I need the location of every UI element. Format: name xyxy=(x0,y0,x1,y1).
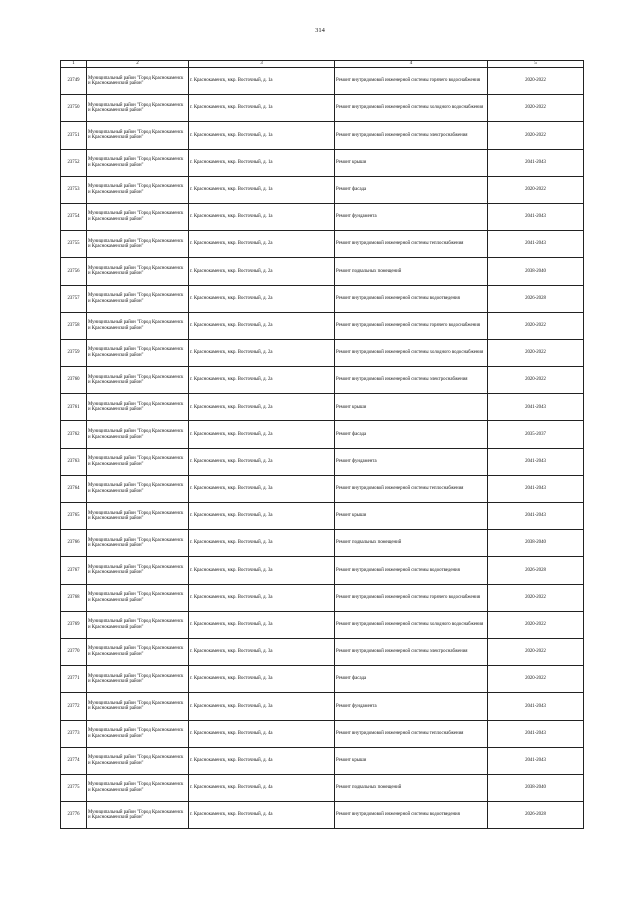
work-type-cell: Ремонт фундамента xyxy=(335,203,488,230)
column-header-4: 4 xyxy=(335,61,488,68)
address-cell: г. Краснокаменск, мкр. Восточный, д. 1а xyxy=(189,68,335,95)
row-number: 23771 xyxy=(61,666,87,693)
period-cell: 2038-2040 xyxy=(488,774,584,801)
row-number: 23753 xyxy=(61,176,87,203)
table-row xyxy=(61,475,584,502)
address-cell: г. Краснокаменск, мкр. Восточный, д. 4а xyxy=(189,720,335,747)
row-number: 23750 xyxy=(61,95,87,122)
table-row xyxy=(61,367,584,394)
row-number: 23765 xyxy=(61,503,87,530)
row-number: 23762 xyxy=(61,421,87,448)
row-number: 23758 xyxy=(61,312,87,339)
period-cell: 2041-2043 xyxy=(488,693,584,720)
table-row xyxy=(61,339,584,366)
table-body xyxy=(61,68,584,829)
work-type-cell: Ремонт фасада xyxy=(335,176,488,203)
column-header-5: 5 xyxy=(488,61,584,68)
address-cell: г. Краснокаменск, мкр. Восточный, д. 2а xyxy=(189,258,335,285)
municipality-cell: Муниципальный район "Город Краснокаменск и Краснокаменский район" xyxy=(87,747,189,774)
work-type-cell: Ремонт подвальных помещений xyxy=(335,258,488,285)
table-row xyxy=(61,394,584,421)
row-number: 23757 xyxy=(61,285,87,312)
row-number: 23766 xyxy=(61,530,87,557)
row-number: 23774 xyxy=(61,747,87,774)
address-cell: г. Краснокаменск, мкр. Восточный, д. 3а xyxy=(189,584,335,611)
municipality-cell: Муниципальный район "Город Краснокаменск и Краснокаменский район" xyxy=(87,666,189,693)
period-cell: 2020-2022 xyxy=(488,584,584,611)
address-cell: г. Краснокаменск, мкр. Восточный, д. 2а xyxy=(189,312,335,339)
municipality-cell: Муниципальный район "Город Краснокаменск и Краснокаменский район" xyxy=(87,611,189,638)
municipality-cell: Муниципальный район "Город Краснокаменск и Краснокаменский район" xyxy=(87,312,189,339)
address-cell: г. Краснокаменск, мкр. Восточный, д. 3а xyxy=(189,666,335,693)
municipality-cell: Муниципальный район "Город Краснокаменск и Краснокаменский район" xyxy=(87,584,189,611)
table-row xyxy=(61,285,584,312)
period-cell: 2020-2022 xyxy=(488,95,584,122)
table-row xyxy=(61,611,584,638)
period-cell: 2041-2043 xyxy=(488,231,584,258)
work-type-cell: Ремонт внутридомовой инженерной системы водоотведения xyxy=(335,802,488,829)
period-cell: 2041-2043 xyxy=(488,747,584,774)
row-number: 23767 xyxy=(61,557,87,584)
row-number: 23768 xyxy=(61,584,87,611)
municipality-cell: Муниципальный район "Город Краснокаменск и Краснокаменский район" xyxy=(87,693,189,720)
column-header-1: 1 xyxy=(61,61,87,68)
table-row xyxy=(61,774,584,801)
address-cell: г. Краснокаменск, мкр. Восточный, д. 4а xyxy=(189,774,335,801)
period-cell: 2041-2043 xyxy=(488,394,584,421)
period-cell: 2041-2043 xyxy=(488,503,584,530)
municipality-cell: Муниципальный район "Город Краснокаменск и Краснокаменский район" xyxy=(87,367,189,394)
column-header-3: 3 xyxy=(189,61,335,68)
address-cell: г. Краснокаменск, мкр. Восточный, д. 3а xyxy=(189,638,335,665)
municipality-cell: Муниципальный район "Город Краснокаменск и Краснокаменский район" xyxy=(87,638,189,665)
table-row xyxy=(61,693,584,720)
work-type-cell: Ремонт внутридомовой инженерной системы холодного водоснабжения xyxy=(335,95,488,122)
work-type-cell: Ремонт внутридомовой инженерной системы холодного водоснабжения xyxy=(335,339,488,366)
row-number: 23755 xyxy=(61,231,87,258)
row-number: 23764 xyxy=(61,475,87,502)
period-cell: 2038-2040 xyxy=(488,530,584,557)
table-row xyxy=(61,95,584,122)
municipality-cell: Муниципальный район "Город Краснокаменск и Краснокаменский район" xyxy=(87,68,189,95)
address-cell: г. Краснокаменск, мкр. Восточный, д. 3а xyxy=(189,503,335,530)
municipality-cell: Муниципальный район "Город Краснокаменск и Краснокаменский район" xyxy=(87,339,189,366)
address-cell: г. Краснокаменск, мкр. Восточный, д. 2а xyxy=(189,231,335,258)
row-number: 23770 xyxy=(61,638,87,665)
table-row xyxy=(61,503,584,530)
row-number: 23760 xyxy=(61,367,87,394)
table-row xyxy=(61,638,584,665)
row-number: 23776 xyxy=(61,802,87,829)
municipality-cell: Муниципальный район "Город Краснокаменск и Краснокаменский район" xyxy=(87,394,189,421)
address-cell: г. Краснокаменск, мкр. Восточный, д. 1а xyxy=(189,95,335,122)
table-row xyxy=(61,312,584,339)
work-type-cell: Ремонт внутридомовой инженерной системы электроснабжения xyxy=(335,367,488,394)
municipality-cell: Муниципальный район "Город Краснокаменск и Краснокаменский район" xyxy=(87,122,189,149)
address-cell: г. Краснокаменск, мкр. Восточный, д. 4а xyxy=(189,747,335,774)
work-type-cell: Ремонт внутридомовой инженерной системы электроснабжения xyxy=(335,122,488,149)
row-number: 23773 xyxy=(61,720,87,747)
table-row xyxy=(61,421,584,448)
work-type-cell: Ремонт фундамента xyxy=(335,448,488,475)
address-cell: г. Краснокаменск, мкр. Восточный, д. 2а xyxy=(189,421,335,448)
work-type-cell: Ремонт фасада xyxy=(335,421,488,448)
work-type-cell: Ремонт внутридомовой инженерной системы теплоснабжения xyxy=(335,475,488,502)
period-cell: 2020-2022 xyxy=(488,122,584,149)
municipality-cell: Муниципальный район "Город Краснокаменск и Краснокаменский район" xyxy=(87,231,189,258)
municipality-cell: Муниципальный район "Город Краснокаменск и Краснокаменский район" xyxy=(87,203,189,230)
period-cell: 2041-2043 xyxy=(488,448,584,475)
period-cell: 2020-2022 xyxy=(488,638,584,665)
table-header xyxy=(61,61,584,68)
address-cell: г. Краснокаменск, мкр. Восточный, д. 2а xyxy=(189,448,335,475)
address-cell: г. Краснокаменск, мкр. Восточный, д. 1а xyxy=(189,176,335,203)
table-row xyxy=(61,666,584,693)
municipality-cell: Муниципальный район "Город Краснокаменск и Краснокаменский район" xyxy=(87,774,189,801)
address-cell: г. Краснокаменск, мкр. Восточный, д. 2а xyxy=(189,285,335,312)
period-cell: 2020-2022 xyxy=(488,312,584,339)
table-row xyxy=(61,448,584,475)
work-type-cell: Ремонт крыши xyxy=(335,394,488,421)
work-type-cell: Ремонт внутридомовой инженерной системы горячего водоснабжения xyxy=(335,584,488,611)
work-type-cell: Ремонт внутридомовой инженерной системы теплоснабжения xyxy=(335,720,488,747)
municipality-cell: Муниципальный район "Город Краснокаменск и Краснокаменский район" xyxy=(87,475,189,502)
column-header-2: 2 xyxy=(87,61,189,68)
work-type-cell: Ремонт крыши xyxy=(335,149,488,176)
row-number: 23761 xyxy=(61,394,87,421)
row-number: 23752 xyxy=(61,149,87,176)
address-cell: г. Краснокаменск, мкр. Восточный, д. 2а xyxy=(189,339,335,366)
period-cell: 2026-2028 xyxy=(488,802,584,829)
work-type-cell: Ремонт подвальных помещений xyxy=(335,530,488,557)
work-type-cell: Ремонт внутридомовой инженерной системы электроснабжения xyxy=(335,638,488,665)
address-cell: г. Краснокаменск, мкр. Восточный, д. 2а xyxy=(189,394,335,421)
table-row xyxy=(61,149,584,176)
period-cell: 2041-2043 xyxy=(488,720,584,747)
period-cell: 2041-2043 xyxy=(488,149,584,176)
table-row xyxy=(61,122,584,149)
work-type-cell: Ремонт внутридомовой инженерной системы горячего водоснабжения xyxy=(335,312,488,339)
work-type-cell: Ремонт внутридомовой инженерной системы горячего водоснабжения xyxy=(335,68,488,95)
row-number: 23749 xyxy=(61,68,87,95)
address-cell: г. Краснокаменск, мкр. Восточный, д. 3а xyxy=(189,611,335,638)
period-cell: 2020-2022 xyxy=(488,611,584,638)
table-row xyxy=(61,258,584,285)
period-cell: 2020-2022 xyxy=(488,666,584,693)
municipality-cell: Муниципальный район "Город Краснокаменск и Краснокаменский район" xyxy=(87,802,189,829)
municipality-cell: Муниципальный район "Город Краснокаменск и Краснокаменский район" xyxy=(87,258,189,285)
table-row xyxy=(61,557,584,584)
period-cell: 2026-2028 xyxy=(488,285,584,312)
period-cell: 2020-2022 xyxy=(488,176,584,203)
work-type-cell: Ремонт крыши xyxy=(335,747,488,774)
municipality-cell: Муниципальный район "Город Краснокаменск и Краснокаменский район" xyxy=(87,503,189,530)
row-number: 23754 xyxy=(61,203,87,230)
address-cell: г. Краснокаменск, мкр. Восточный, д. 3а xyxy=(189,530,335,557)
address-cell: г. Краснокаменск, мкр. Восточный, д. 3а xyxy=(189,475,335,502)
table-row xyxy=(61,802,584,829)
period-cell: 2038-2040 xyxy=(488,258,584,285)
period-cell: 2020-2022 xyxy=(488,367,584,394)
municipality-cell: Муниципальный район "Город Краснокаменск и Краснокаменский район" xyxy=(87,421,189,448)
period-cell: 2041-2043 xyxy=(488,203,584,230)
address-cell: г. Краснокаменск, мкр. Восточный, д. 3а xyxy=(189,557,335,584)
work-type-cell: Ремонт крыши xyxy=(335,503,488,530)
period-cell: 2041-2043 xyxy=(488,475,584,502)
table-row xyxy=(61,68,584,95)
municipality-cell: Муниципальный район "Город Краснокаменск и Краснокаменский район" xyxy=(87,149,189,176)
municipality-cell: Муниципальный район "Город Краснокаменск и Краснокаменский район" xyxy=(87,557,189,584)
municipality-cell: Муниципальный район "Город Краснокаменск и Краснокаменский район" xyxy=(87,720,189,747)
table-row xyxy=(61,747,584,774)
municipality-cell: Муниципальный район "Город Краснокаменск и Краснокаменский район" xyxy=(87,285,189,312)
page-number: 314 xyxy=(315,27,325,34)
row-number: 23772 xyxy=(61,693,87,720)
municipality-cell: Муниципальный район "Город Краснокаменск и Краснокаменский район" xyxy=(87,95,189,122)
row-number: 23756 xyxy=(61,258,87,285)
work-type-cell: Ремонт внутридомовой инженерной системы теплоснабжения xyxy=(335,231,488,258)
table-row xyxy=(61,176,584,203)
work-type-cell: Ремонт внутридомовой инженерной системы водоотведения xyxy=(335,557,488,584)
work-type-cell: Ремонт внутридомовой инженерной системы водоотведения xyxy=(335,285,488,312)
period-cell: 2020-2022 xyxy=(488,68,584,95)
address-cell: г. Краснокаменск, мкр. Восточный, д. 1а xyxy=(189,122,335,149)
registry-table xyxy=(60,60,584,829)
address-cell: г. Краснокаменск, мкр. Восточный, д. 2а xyxy=(189,367,335,394)
table-row xyxy=(61,720,584,747)
work-type-cell: Ремонт подвальных помещений xyxy=(335,774,488,801)
table-row xyxy=(61,203,584,230)
period-cell: 2020-2022 xyxy=(488,339,584,366)
municipality-cell: Муниципальный район "Город Краснокаменск и Краснокаменский район" xyxy=(87,176,189,203)
address-cell: г. Краснокаменск, мкр. Восточный, д. 3а xyxy=(189,693,335,720)
row-number: 23759 xyxy=(61,339,87,366)
work-type-cell: Ремонт фундамента xyxy=(335,693,488,720)
address-cell: г. Краснокаменск, мкр. Восточный, д. 4а xyxy=(189,802,335,829)
municipality-cell: Муниципальный район "Город Краснокаменск и Краснокаменский район" xyxy=(87,530,189,557)
address-cell: г. Краснокаменск, мкр. Восточный, д. 1а xyxy=(189,203,335,230)
row-number: 23763 xyxy=(61,448,87,475)
municipality-cell: Муниципальный район "Город Краснокаменск и Краснокаменский район" xyxy=(87,448,189,475)
row-number: 23769 xyxy=(61,611,87,638)
row-number: 23775 xyxy=(61,774,87,801)
table-row xyxy=(61,231,584,258)
header-row xyxy=(61,61,584,68)
row-number: 23751 xyxy=(61,122,87,149)
period-cell: 2035-2037 xyxy=(488,421,584,448)
table-row xyxy=(61,530,584,557)
period-cell: 2026-2028 xyxy=(488,557,584,584)
work-type-cell: Ремонт фасада xyxy=(335,666,488,693)
address-cell: г. Краснокаменск, мкр. Восточный, д. 1а xyxy=(189,149,335,176)
work-type-cell: Ремонт внутридомовой инженерной системы холодного водоснабжения xyxy=(335,611,488,638)
table-row xyxy=(61,584,584,611)
